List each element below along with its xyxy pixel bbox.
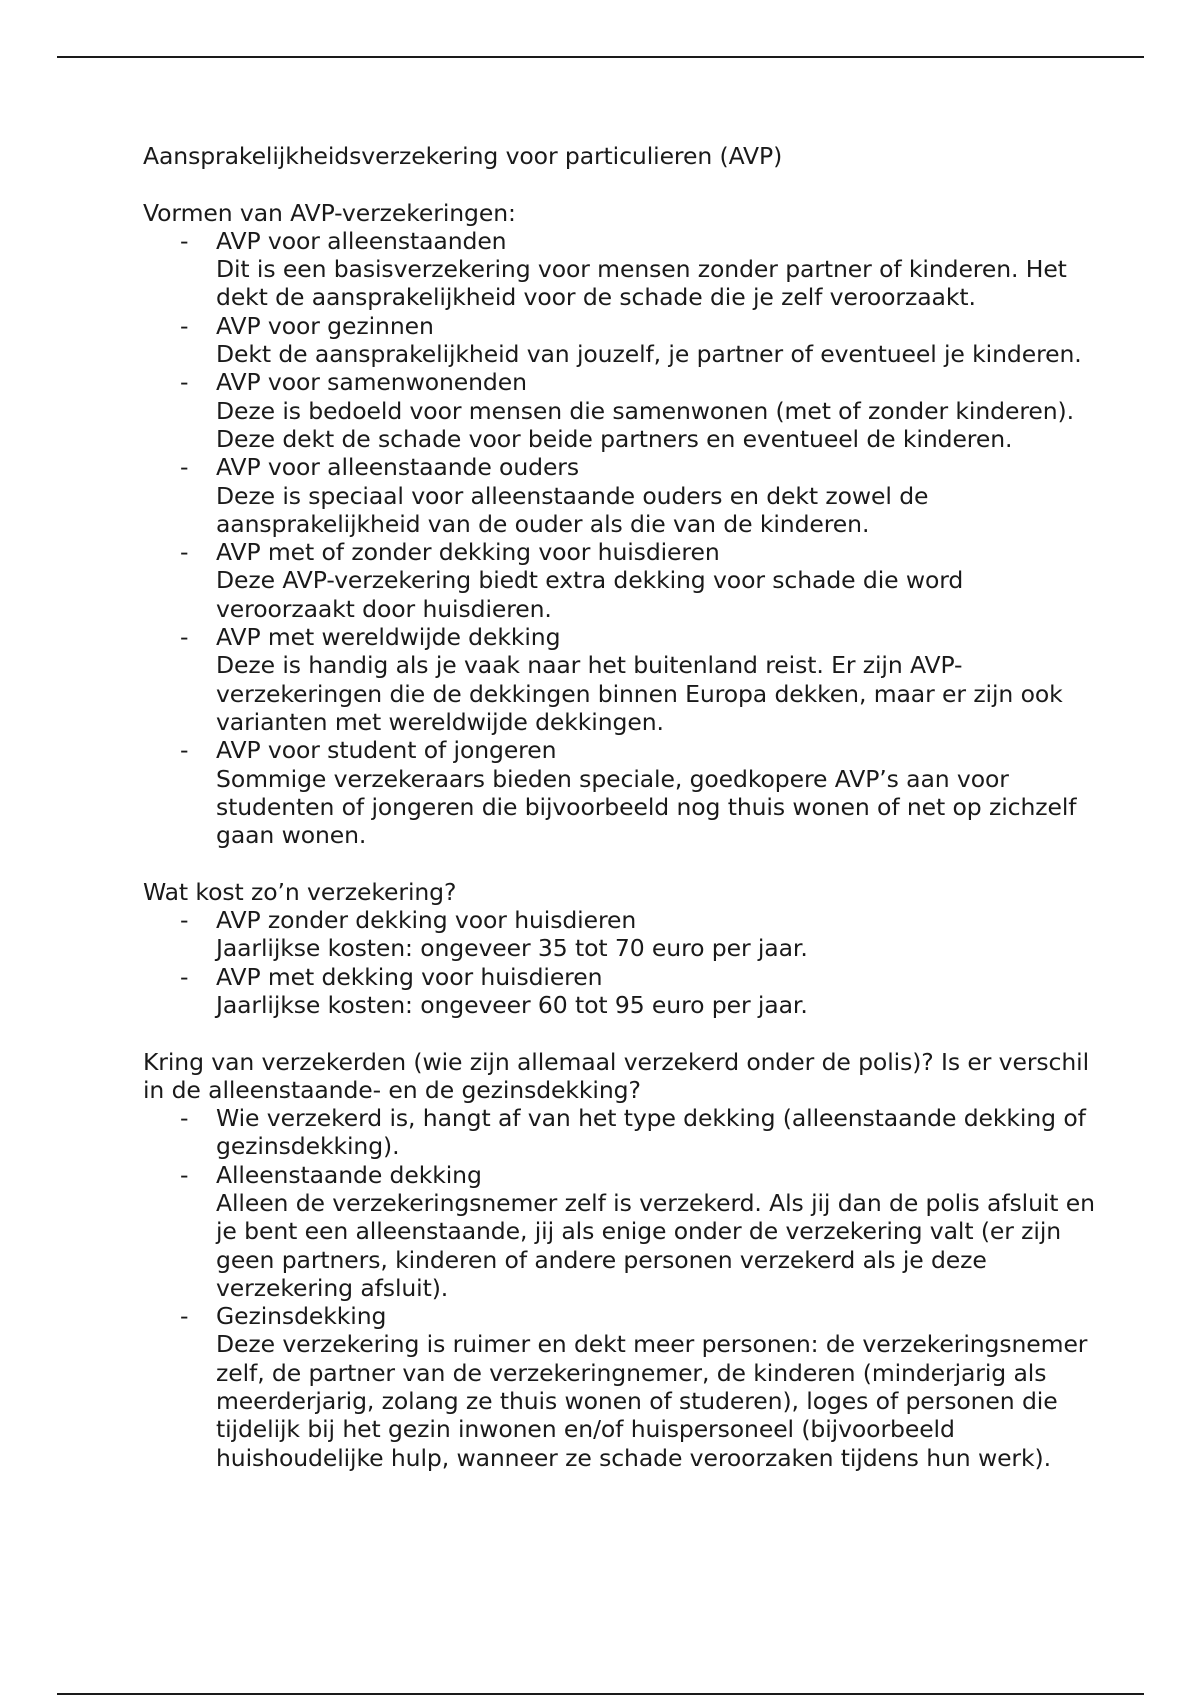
top-divider	[57, 56, 1144, 58]
dash-bullet: -	[180, 453, 189, 482]
item-title: AVP met wereldwijde dekking	[216, 623, 561, 652]
list-item	[143, 1302, 1103, 1472]
item-title: AVP voor gezinnen	[216, 311, 434, 340]
document-title: Aansprakelijkheidsverzekering voor particulieren (AVP)	[143, 142, 783, 170]
dash-bullet: -	[180, 906, 189, 935]
item-description: Deze is handig als je vaak naar het buitenland reist. Er zijn AVP-verzekeringen die de dekkingen binnen Europa dekken, maar er zijn ook varianten met wereldwijde dekkingen.	[216, 651, 1063, 736]
list-item	[143, 1104, 1103, 1161]
list-item	[143, 906, 1103, 963]
dash-bullet: -	[180, 368, 189, 397]
dash-bullet: -	[180, 311, 189, 340]
item-description: Deze is bedoeld voor mensen die samenwonen (met of zonder kinderen). Deze dekt de schade voor beide partners en eventueel de kinderen.	[216, 396, 1074, 453]
bottom-divider	[57, 1693, 1144, 1695]
item-description: Jaarlijkse kosten: ongeveer 60 tot 95 euro per jaar.	[216, 990, 808, 1019]
list-item	[143, 1161, 1103, 1302]
dash-bullet: -	[180, 623, 189, 652]
item-title: AVP met of zonder dekking voor huisdieren	[216, 538, 720, 567]
costs-list	[143, 906, 1103, 1019]
list-item	[143, 736, 1103, 849]
section-heading-forms: Vormen van AVP-verzekeringen:	[143, 198, 516, 227]
item-description: Alleen de verzekeringsnemer zelf is verzekerd. Als jij dan de polis afsluit en je bent een alleenstaande, jij als enige onder de verzekering valt (er zijn geen partners, kinderen of andere personen verzekerd als je deze verzekering afsluit).	[216, 1188, 1095, 1302]
item-description: Sommige verzekeraars bieden speciale, goedkopere AVP’s aan voor studenten of jongeren die bijvoorbeeld nog thuis wonen of net op zichzelf gaan wonen.	[216, 764, 1077, 850]
document-body	[143, 142, 1103, 1472]
dash-bullet: -	[180, 1104, 189, 1133]
item-title: AVP voor samenwonenden	[216, 368, 527, 397]
list-item	[143, 538, 1103, 623]
spacer	[143, 170, 1103, 198]
dash-bullet: -	[180, 962, 189, 991]
item-title: AVP voor alleenstaanden	[216, 226, 507, 255]
item-title: Wie verzekerd is, hangt af van het type dekking (alleenstaande dekking of gezinsdekking).	[216, 1104, 1086, 1161]
dash-bullet: -	[180, 736, 189, 765]
list-item	[143, 453, 1103, 538]
item-description: Jaarlijkse kosten: ongeveer 35 tot 70 euro per jaar.	[216, 934, 808, 963]
dash-bullet: -	[180, 1160, 189, 1189]
list-item	[143, 312, 1103, 369]
item-title: AVP zonder dekking voor huisdieren	[216, 906, 637, 935]
spacer	[143, 849, 1103, 877]
item-title: Alleenstaande dekking	[216, 1160, 482, 1189]
list-item	[143, 368, 1103, 453]
item-title: AVP met dekking voor huisdieren	[216, 962, 603, 991]
dash-bullet: -	[180, 538, 189, 567]
item-title: AVP voor student of jongeren	[216, 736, 557, 765]
item-description: Dekt de aansprakelijkheid van jouzelf, je partner of eventueel je kinderen.	[216, 340, 1082, 369]
item-description: Deze AVP-verzekering biedt extra dekking voor schade die word veroorzaakt door huisdieren.	[216, 566, 964, 623]
spacer	[143, 1019, 1103, 1047]
section-heading-insured-circle: Kring van verzekerden (wie zijn allemaal verzekerd onder de polis)? Is er verschil in de alleenstaande- en de gezinsdekking?	[143, 1047, 1089, 1104]
forms-list	[143, 227, 1103, 850]
dash-bullet: -	[180, 1302, 189, 1331]
item-title: Gezinsdekking	[216, 1302, 387, 1331]
item-description: Dit is een basisverzekering voor mensen zonder partner of kinderen. Het dekt de aansprakelijkheid voor de schade die je zelf veroorzaakt.	[216, 255, 1067, 312]
list-item	[143, 623, 1103, 736]
dash-bullet: -	[180, 226, 189, 255]
item-title: AVP voor alleenstaande ouders	[216, 453, 580, 482]
section-heading-costs: Wat kost zo’n verzekering?	[143, 877, 457, 906]
list-item	[143, 963, 1103, 1020]
item-description: Deze is speciaal voor alleenstaande ouders en dekt zowel de aansprakelijkheid van de ouder als die van de kinderen.	[216, 481, 929, 538]
list-item	[143, 227, 1103, 312]
item-description: Deze verzekering is ruimer en dekt meer personen: de verzekeringsnemer zelf, de partner van de verzekeringnemer, de kinderen (minderjarig als meerderjarig, zolang ze thuis wonen of studeren), loges of personen die tijdelijk bij het gezin inwonen en/of huispersoneel (bijvoorbeeld huishoudelijke hulp, wanneer ze schade veroorzaken tijdens hun werk).	[216, 1330, 1088, 1472]
insured-circle-list	[143, 1104, 1103, 1472]
